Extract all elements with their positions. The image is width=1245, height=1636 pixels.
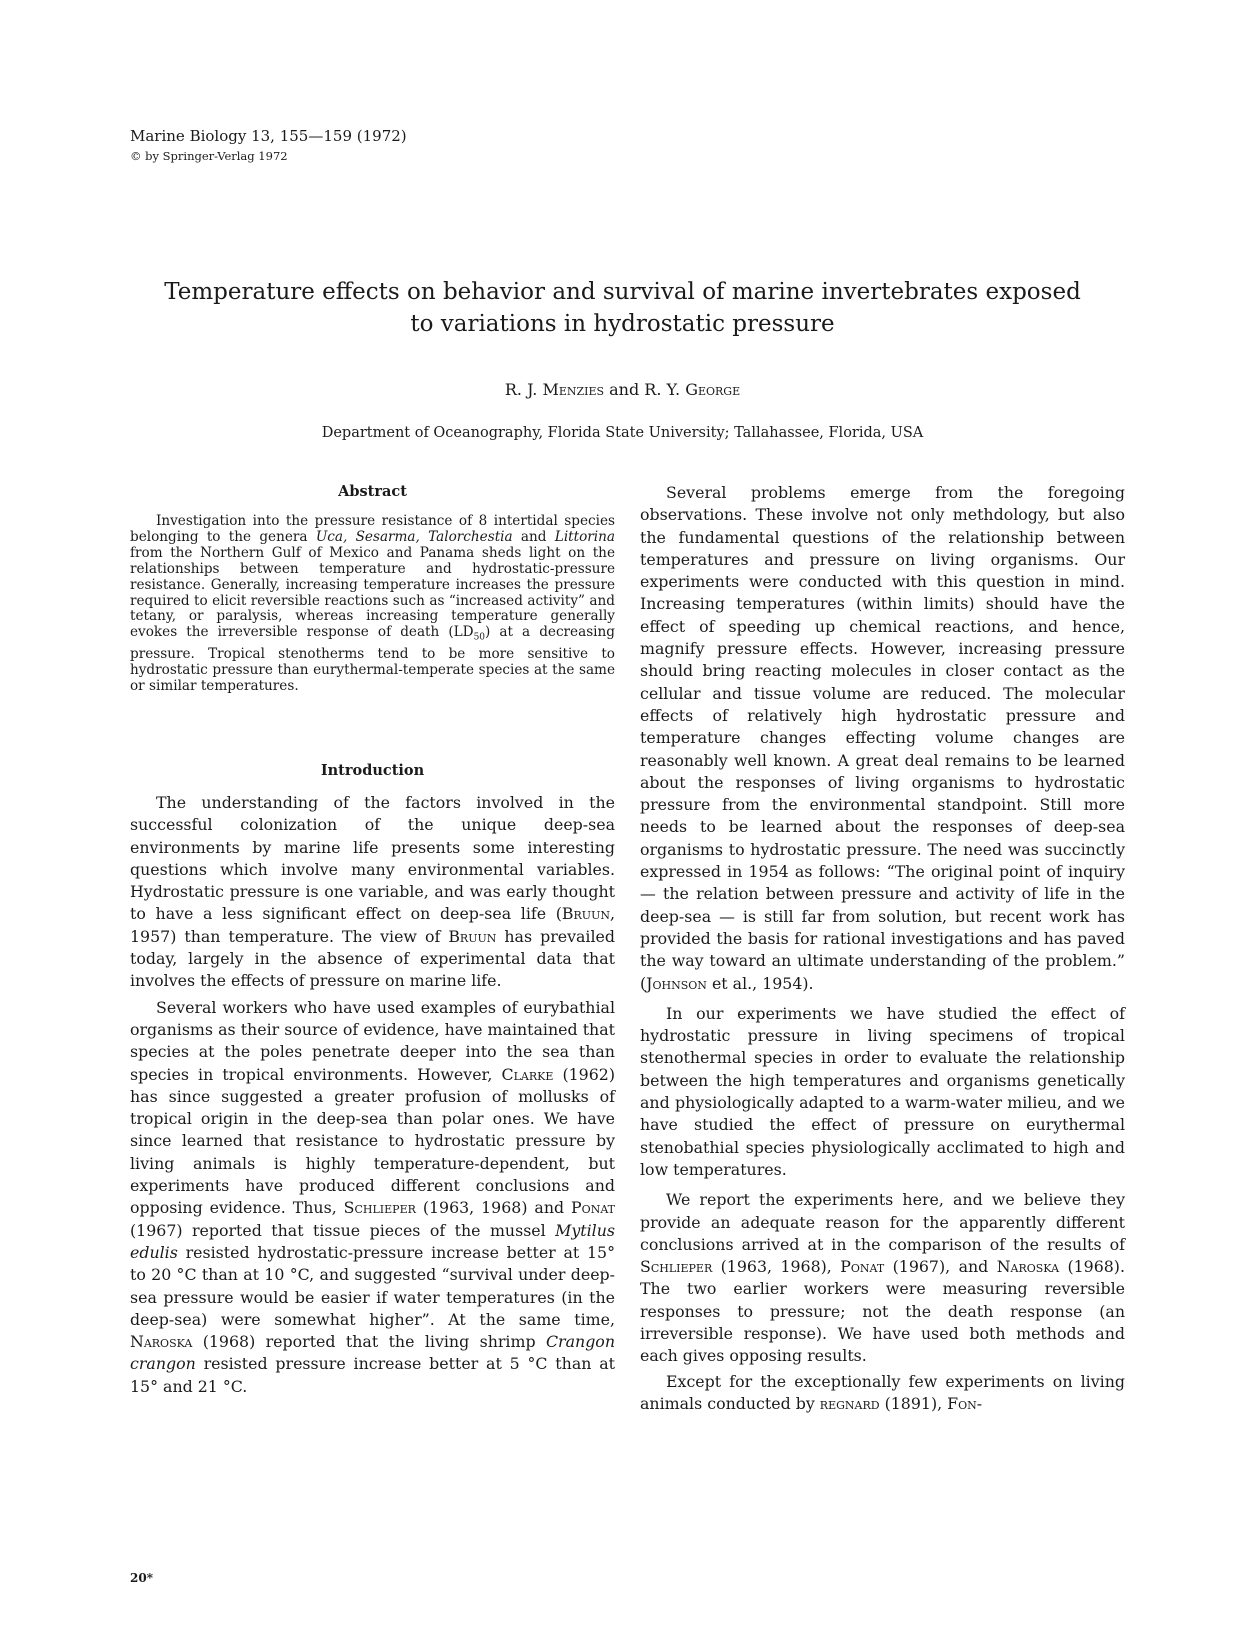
right-column xyxy=(640,482,1125,1415)
title-line-2: to variations in hydrostatic pressure xyxy=(410,311,835,337)
title-line-1: Temperature effects on behavior and survival of marine invertebrates exposed xyxy=(164,279,1081,305)
journal-citation: Marine Biology 13, 155—159 (1972) xyxy=(130,127,407,145)
author-conjunction: and xyxy=(604,380,645,399)
introduction-section xyxy=(130,761,615,1398)
author-1-surname: Menzies xyxy=(542,380,605,399)
copyright-line: © by Springer-Verlag 1972 xyxy=(130,149,288,163)
right-paragraph-2: In our experiments we have studied the effect of hydrostatic pressure in living specimens of tropical stenothermal species in order to evaluate the relationship between the high temperatures and organisms genetically and physiologically adapted to a warm-water milieu, and we have studied the effect of pressure on eurythermal stenobathial species physiologically acclimated to high and low temperatures. xyxy=(640,1003,1125,1179)
abstract-text: Investigation into the pressure resistance of 8 intertidal species belonging to the genera Uca, Sesarma, Talorchestia and Littorina from the Northern Gulf of Mexico and Panama sheds light on the relationships between temperature and hydrostatic-pressure resistance. Generally, increasing temperature increases the pressure required to elicit reversible reactions such as “increased activity” and tetany, or paralysis, whereas increasing temperature generally evokes the irreversible response of death $(LD_{50})$ at a decreasing pressure. Tropical stenotherms tend to be more sensitive to hydrostatic pressure than eurythermal-temperate species at the same or similar temperatures. xyxy=(130,513,615,694)
right-paragraph-3: We report the experiments here, and we believe they provide an adequate reason for the apparently different conclusions arrived at in the comparison of the results of Schlieper (1963, 1968), Ponat (1967), and Naroska (1968). The two earlier workers were measuring reversible responses to pressure; not the death response (an irreversible response). We have used both methods and each gives opposing results. xyxy=(640,1190,1125,1366)
left-column xyxy=(130,482,615,695)
author-list xyxy=(130,379,1115,401)
author-2-initials: R. Y. xyxy=(644,380,686,399)
author-2-surname: George xyxy=(685,380,741,399)
page-folio: 20* xyxy=(130,1571,153,1585)
abstract-heading: Abstract xyxy=(338,483,407,500)
right-paragraph-1: Several problems emerge from the foregoing observations. These involve not only methdology, but also the fundamental questions of the relationship between temperatures and pressure on living organisms. Our experiments were conducted with this question in mind. Increasing temperatures (within limits) should have the effect of speeding up chemical reactions, and hence, magnify pressure effects. However, increasing pressure should bring reacting molecules in closer contact as the cellular and tissue volume are reduced. The molecular effects of relatively high hydrostatic pressure and temperature changes effecting volume changes are reasonably well known. A great deal remains to be learned about the responses of living organisms to hydrostatic pressure from the environmental standpoint. Still more needs to be learned about the responses of deep-sea organisms to hydrostatic pressure. The need was succinctly expressed in 1954 as follows: “The original point of inquiry — the relation between pressure and activity of life in the deep-sea — is still far from solution, but recent work has provided the basis for rational investigations and has paved the way toward an ultimate understanding of the problem.” (Johnson et al., 1954). xyxy=(640,483,1125,993)
right-paragraph-4: Except for the exceptionally few experiments on living animals conducted by regnard (1891), Fon- xyxy=(640,1371,1125,1413)
intro-paragraph-2: Several workers who have used examples of eurybathial organisms as their source of evidence, have maintained that species at the poles penetrate deeper into the sea than species in tropical environments. However, Clarke (1962) has since suggested a greater profusion of mollusks of tropical origin in the deep-sea than polar ones. We have since learned that resistance to hydrostatic pressure by living animals is highly temperature-dependent, but experiments have produced different conclusions and opposing evidence. Thus, Schlieper (1963, 1968) and Ponat (1967) reported that tissue pieces of the mussel Mytilus edulis resisted hydrostatic-pressure increase better at 15° to 20 °C than at 10 °C, and suggested “survival under deep-sea pressure would be easier if water temperatures (in the deep-sea) were somewhat higher”. At the same time, Naroska (1968) reported that the living shrimp Crangon crangon resisted pressure increase better at 5 °C than at 15° and 21 °C. xyxy=(130,997,615,1396)
author-1-initials: R. J. xyxy=(504,380,543,399)
introduction-heading: Introduction xyxy=(320,762,425,779)
intro-paragraph-1: The understanding of the factors involved in the successful colonization of the unique deep-sea environments by marine life presents some interesting questions which involve many environmental variables. Hydrostatic pressure is one variable, and was early thought to have a less significant effect on deep-sea life (Bruun, 1957) than temperature. The view of Bruun has prevailed today, largely in the absence of experimental data that involves the effects of pressure on marine life. xyxy=(130,793,615,991)
paper-title xyxy=(130,276,1115,340)
affiliation: Department of Oceanography, Florida State University; Tallahassee, Florida, USA xyxy=(321,425,924,441)
